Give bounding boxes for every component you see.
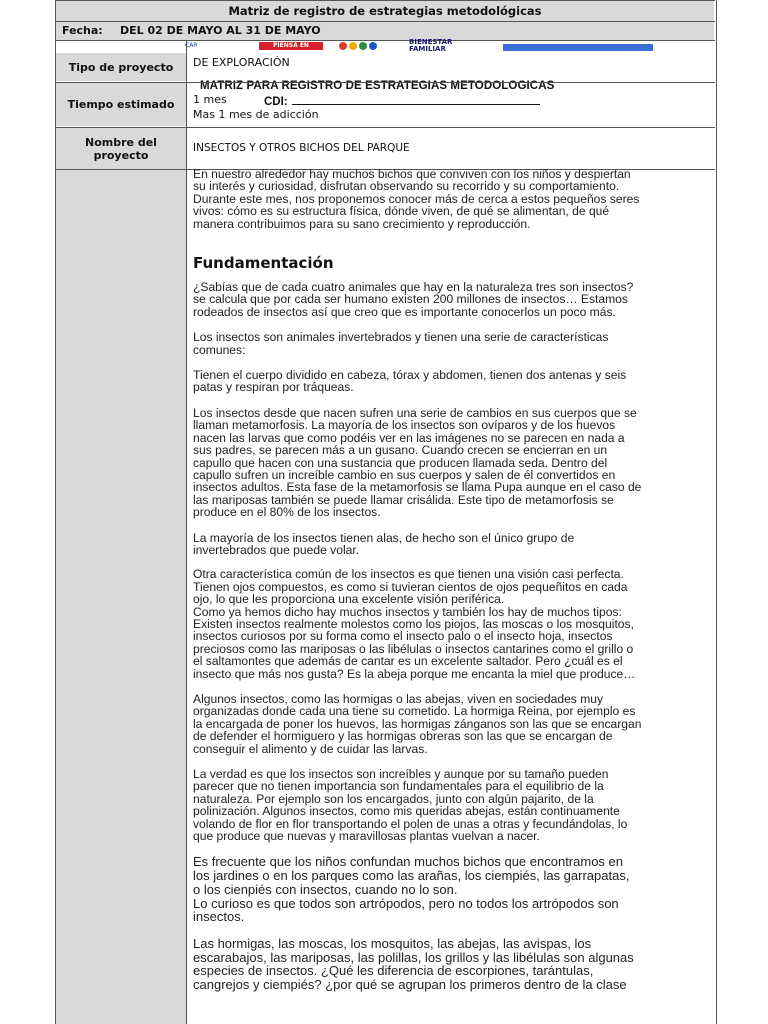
- logo-bienestar-familiar: BIENESTAR FAMILIAR: [409, 38, 453, 53]
- text-line: comunes:: [193, 342, 246, 357]
- cdi-label: CDI:: [264, 96, 288, 108]
- text-line: o los cienpiés con insectos, cuando no lo son.: [193, 881, 458, 897]
- cdi-field: [264, 94, 540, 108]
- estimated-time-addition: Mas 1 mes de adicción: [193, 108, 319, 121]
- paragraph: [193, 532, 709, 557]
- logo-car: CAR: [185, 42, 198, 49]
- text-line: produce en el 80% de los insectos.: [193, 505, 381, 520]
- logo-strip: [185, 38, 665, 57]
- text-line: que produce que nuevas y maravillosas plantas vuelvan a nacer.: [193, 829, 540, 844]
- intro-paragraph: [193, 168, 709, 230]
- text-line: volando de flor en flor transportando el polen de unas a otras y fecundándolas, lo: [193, 816, 628, 831]
- text-line: preciosos como las mariposas o las libélulas o insectos cantarines como el grillo o: [193, 641, 634, 656]
- closing-paragraphs: [193, 855, 709, 991]
- text-line: Es frecuente que los niños confundan muchos bichos que encontramos en: [193, 854, 623, 870]
- text-line: En nuestro alrededor hay muchos bichos que conviven con los niños y despiertan: [193, 167, 631, 181]
- text-line: invertebrados que puede volar.: [193, 542, 360, 557]
- text-line: La verdad es que los insectos son increíbles y aunque por su tamaño pueden: [193, 767, 609, 782]
- paragraph: [193, 407, 709, 519]
- text-line: de defender el hormiguero y las hormigas obreras son las que se encargan de: [193, 729, 613, 744]
- project-type-label: Tipo de proyecto: [56, 53, 186, 81]
- text-line: nacen las larvas que como podéis ver en las imágenes no se parecen en nada a: [193, 430, 625, 445]
- logo-swirl-icon: [335, 40, 385, 52]
- text-line: rodeados de insectos así que creo que es importante conocerlos un poco más.: [193, 304, 616, 319]
- text-line: patas y respiran por tráqueas.: [193, 380, 354, 395]
- text-line: La mayoría de los insectos tienen alas, de hecho son el único grupo de: [193, 530, 575, 545]
- text-line: Existen insectos realmente molestos como los piojos, las moscas o los mosquitos,: [193, 616, 634, 631]
- project-name-label: Nombre del proyecto: [56, 128, 186, 169]
- text-line: los jardines o en los parques como las arañas, los ciempiés, las garrapatas,: [193, 868, 630, 884]
- text-line: la encargada de poner los huevos, las hormigas zánganos son las que se encargan: [193, 716, 642, 731]
- paragraph: [193, 937, 709, 992]
- text-line: insectos adultos. Esta fase de la metamorfosis se llama Pupa aunque en el caso de: [193, 480, 642, 495]
- cdi-blank-line: [292, 94, 540, 105]
- text-line: cangrejos y ciempiés? ¿por qué se agrupan los primeros dentro de la clase: [193, 977, 627, 993]
- estimated-time-label: Tiempo estimado: [56, 83, 186, 126]
- text-line: se calcula que por cada ser humano existen 200 millones de insectos… Estamos: [193, 292, 628, 307]
- text-line: escarabajos, las mariposas, las polillas, los grillos y las libélulas son algunas: [193, 949, 634, 965]
- text-line: Lo curioso es que todos son artrópodos, pero no todos los artrópodos son: [193, 895, 619, 911]
- text-line: capullo sufren un increíble cambio en sus cuerpos y salen de él convertidos en: [193, 467, 616, 482]
- text-line: el saltamontes que además de cantar es un excelente saltador. Pero ¿cuál es el: [193, 654, 623, 669]
- paragraph: [193, 855, 709, 924]
- text-line: Otra característica común de los insectos es que tienen una visión casi perfecta.: [193, 567, 624, 582]
- paragraph: [193, 693, 709, 755]
- body-paragraphs: [193, 281, 709, 842]
- text-line: especies de insectos. ¿Qué les diferencia de escorpiones, tarántulas,: [193, 963, 594, 979]
- text-line: ¿Sabías que de cada cuatro animales que hay en la naturaleza tres son insectos?: [193, 280, 634, 295]
- text-line: Tienen ojos compuestos, es como si tuvieran cientos de ojos pequeñitos en cada: [193, 579, 628, 594]
- paragraph: [193, 369, 709, 394]
- text-line: insectos.: [193, 909, 245, 925]
- text-line: Durante este mes, nos proponemos conocer más de cerca a estos pequeños seres: [193, 191, 640, 206]
- text-line: polinización. Algunos insectos, como mis queridas abejas, están continuamente: [193, 804, 620, 819]
- text-line: ojo, lo que les proporciona una excelente visión periférica.: [193, 592, 505, 607]
- document-title: Matriz de registro de estrategias metodológicas: [56, 1, 714, 21]
- text-line: Los insectos desde que nacen sufren una serie de cambios en sus cuerpos que se: [193, 405, 637, 420]
- text-line: organizadas donde cada una tiene su cometido. La hormiga Reina, por ejemplo es: [193, 704, 636, 719]
- overlay-matrix-title: MATRIZ PARA REGISTRO DE ESTRATEGIAS METODOLOGICAS: [200, 80, 555, 92]
- text-line: Como ya hemos dicho hay muchos insectos y también los hay de muchos tipos:: [193, 604, 622, 619]
- date-label: Fecha:: [62, 24, 103, 37]
- paragraph: [193, 281, 709, 318]
- text-line: naturaleza. Por ejemplo son los encargados, junto con algún pajarito, de la: [193, 791, 594, 806]
- text-line: sus padres, se parecen más a un gusano. Cuando crecen se encierran en un: [193, 443, 608, 458]
- section-heading: Fundamentación: [193, 254, 334, 273]
- text-line: capullo que hacen con una sustancia que producen llamada seda. Dentro del: [193, 455, 608, 470]
- text-line: Tienen el cuerpo dividido en cabeza, tórax y abdomen, tienen dos antenas y seis: [193, 368, 627, 383]
- text-line: las mariposas también se puede llamar crisálida. Este tipo de metamorfosis se: [193, 492, 614, 507]
- text-line: manera contribuimos para su sano crecimiento y reproducción.: [193, 216, 531, 231]
- text-line: insecto que más nos gusta? Es la abeja porque me encanta la miel que produce…: [193, 666, 636, 681]
- text-line: llaman metamorfosis. La mayoría de los insectos son ovíparos y de los huevos: [193, 418, 616, 433]
- text-line: su interés y curiosidad, disfrutan observando su recorrido y su comportamiento.: [193, 179, 620, 194]
- logo-piensa-en-grande: PIENSA EN GRANDE: [259, 42, 323, 50]
- column-divider: [186, 40, 187, 1024]
- paragraph: [193, 768, 709, 842]
- project-description: [193, 168, 709, 1005]
- text-line: insectos curiosos por su forma como el insecto palo o el insecto hoja, insectos: [193, 629, 613, 644]
- date-value: DEL 02 DE MAYO AL 31 DE MAYO: [120, 24, 321, 37]
- project-type-value: DE EXPLORACIÓN: [193, 56, 290, 69]
- paragraph: [193, 568, 709, 680]
- paragraph: [193, 331, 709, 356]
- logo-blue-bar: [503, 44, 653, 51]
- text-line: vivos: cómo es su estructura física, dónde viven, de qué se alimentan, de qué: [193, 204, 610, 219]
- text-line: parecer que no tienen importancia son fundamentales para el equilibrio de la: [193, 779, 604, 794]
- left-label-column: [56, 170, 186, 1024]
- estimated-time-value: 1 mes: [193, 93, 227, 106]
- text-line: Algunos insectos, como las hormigas o las abejas, viven en sociedades muy: [193, 692, 604, 706]
- text-line: conseguir el alimento y de cuidar las larvas.: [193, 741, 428, 756]
- project-name-value: INSECTOS Y OTROS BICHOS DEL PARQUE: [193, 142, 410, 154]
- text-line: Los insectos son animales invertebrados y tienen una serie de características: [193, 330, 609, 345]
- date-row: [56, 22, 714, 40]
- text-line: Las hormigas, las moscas, los mosquitos, las abejas, las avispas, los: [193, 935, 592, 951]
